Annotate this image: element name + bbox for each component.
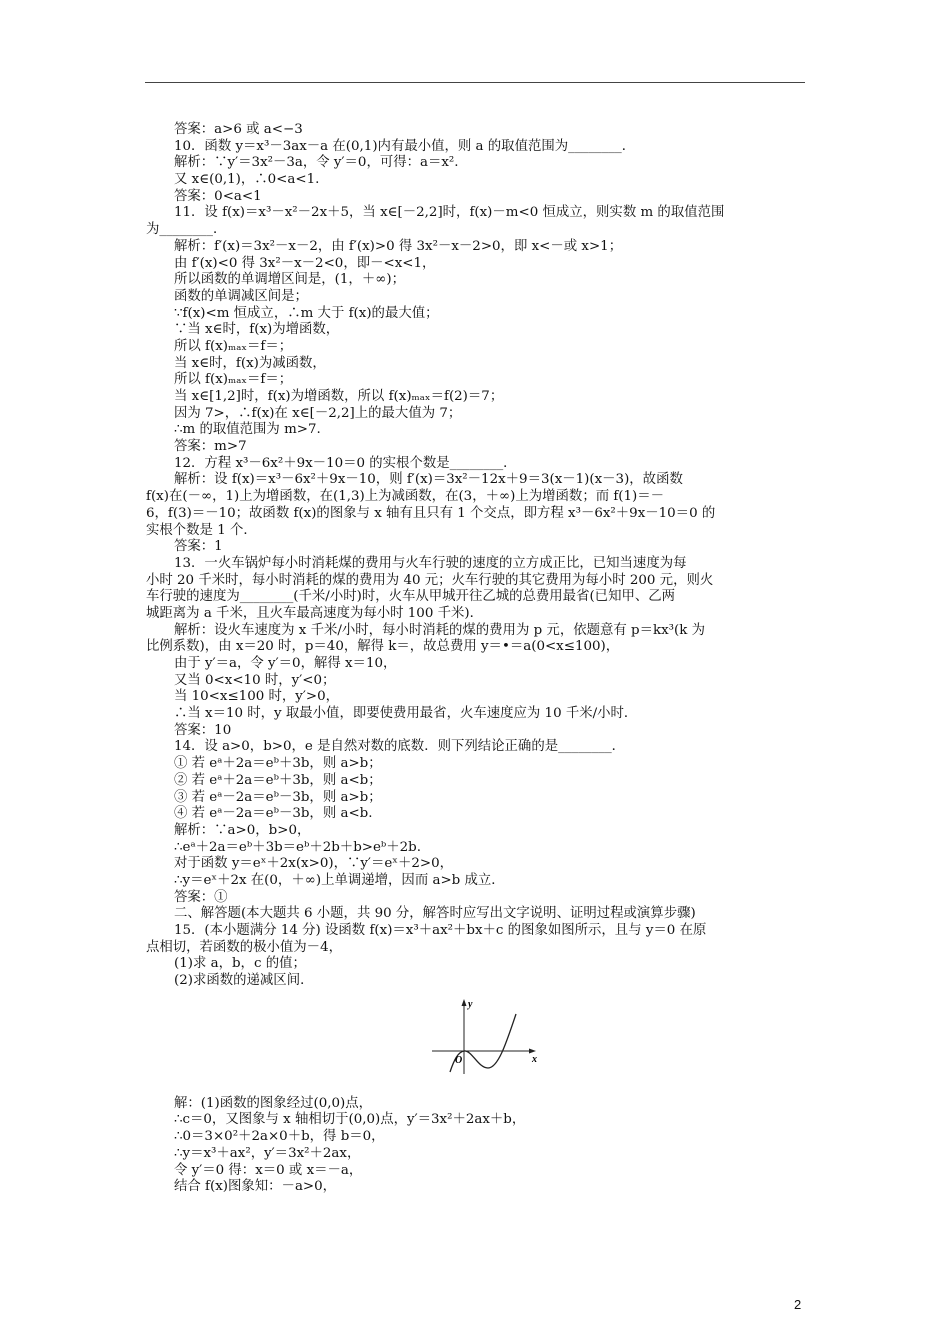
text-line: 又当 0<x<10 时，y′<0； [174,672,336,688]
text-line: 车行驶的速度为________(千米/小时)时，火车从甲城开往乙城的总费用最省(已知甲、乙两 [146,589,676,605]
text-line: ∴m 的取值范围为 m>7. [174,422,321,438]
text-line: 答案：m>7 [174,439,247,455]
text-line: 12．方程 x³－6x²＋9x－10＝0 的实根个数是________． [174,455,517,471]
text-line: 由 f′(x)<0 得 3x²－x－2<0，即－<x<1， [174,255,436,271]
text-line: 10．函数 y＝x³－3ax－a 在(0,1)内有最小值，则 a 的取值范围为________． [174,138,636,154]
text-line: 13．一火车锅炉每小时消耗煤的费用与火车行驶的速度的立方成正比，已知当速度为每 [174,555,687,571]
text-line: 为________． [146,222,227,238]
x-axis-arrow [529,1048,536,1053]
text-line: 6，f(3)＝－10；故函数 f(x)的图象与 x 轴有且只有 1 个交点，即方程 x³－6x²＋9x－10＝0 的 [146,505,716,521]
text-line: 由于 y′＝a，令 y′＝0，解得 x＝10， [174,656,397,671]
text-line: ∴y＝x³＋ax²，y′＝3x²＋2ax， [174,1145,361,1161]
text-line: 15．(本小题满分 14 分) 设函数 f(x)＝x³＋ax²＋bx＋c 的图象如图所示，且与 y＝0 在原 [174,923,707,938]
header-rule [145,82,805,83]
text-line: (1)求 a，b，c 的值； [174,956,306,972]
text-line: ③ 若 eᵃ－2a＝eᵇ－3b，则 a>b； [174,789,382,805]
text-line: 当 x∈时，f(x)为减函数， [174,355,326,371]
text-line: 解析：∵a>0，b>0， [174,822,311,838]
text-line: ④ 若 eᵃ－2a＝eᵇ－3b，则 a<b. [174,806,373,822]
text-line: 当 10<x≤100 时，y′>0， [174,689,340,705]
function-graph-figure [146,994,810,1082]
document-body [146,122,810,1196]
text-line: 解析：f′(x)＝3x²－x－2，由 f′(x)>0 得 3x²－x－2>0，即 x<－或 x>1； [174,238,623,254]
text-line: ∴y＝eˣ＋2x 在(0，＋∞)上单调递增，因而 a>b 成立． [174,872,505,888]
text-line: 令 y′＝0 得：x＝0 或 x＝－a， [174,1162,363,1178]
text-line: 答案：a>6 或 a<−3 [174,122,303,137]
text-block-after-figure [146,1096,810,1196]
text-line: 小时 20 千米时，每小时消耗的煤的费用为 40 元；火车行驶的其它费用为每小时 200 元，则火 [146,572,714,588]
text-line: ∴当 x＝10 时，y 取最小值，即要使费用最省，火车速度应为 10 千米/小时． [174,706,638,722]
text-line: 解：(1)函数的图象经过(0,0)点， [174,1095,373,1111]
text-line: 又 x∈(0,1)，∴0<a<1. [174,172,320,188]
text-line: 结合 f(x)图象知：－a>0， [174,1179,337,1195]
text-line: 实根个数是 1 个． [146,522,257,538]
text-line: 答案：10 [174,722,232,738]
text-line: 所以函数的单调增区间是，(1，＋∞)； [174,272,405,288]
text-line: 11．设 f(x)＝x³－x²－2x＋5，当 x∈[－2,2]时，f(x)－m<0 恒成立，则实数 m 的取值范围 [174,205,725,221]
y-axis-label: y [468,998,473,1010]
text-line: f(x)在(－∞，1)上为增函数，在(1,3)上为减函数，在(3，＋∞)上为增函数；而 f(1)＝－ [146,489,665,505]
text-line: 因为 7>，∴f(x)在 x∈[－2,2]上的最大值为 7； [174,405,462,421]
text-line: ∵当 x∈时，f(x)为增函数， [174,322,340,338]
origin-label: O [455,1054,463,1066]
text-line: 二、解答题(本大题共 6 小题，共 90 分，解答时应写出文字说明、证明过程或演算步骤) [174,906,696,922]
text-block-before-figure [146,122,810,990]
text-line: 答案：0<a<1 [174,188,262,204]
text-line: 城距离为 a 千米，且火车最高速度为每小时 100 千米)． [146,605,483,621]
text-line: ∵f(x)<m 恒成立，∴m 大于 f(x)的最大值； [174,305,439,321]
page-number: 2 [794,1297,802,1312]
text-line: 解析：设火车速度为 x 千米/小时，每小时消耗的煤的费用为 p 元，依题意有 p＝kx³(k 为 [174,622,706,638]
text-line: 14．设 a>0，b>0，e 是自然对数的底数．则下列结论正确的是________． [174,739,626,755]
text-line: 所以 f(x)ₘₐₓ＝f＝； [174,372,293,388]
text-line: 对于函数 y＝eˣ＋2x(x>0)，∵y′＝eˣ＋2>0， [174,856,453,872]
text-line: ② 若 eᵃ＋2a＝eᵇ＋3b，则 a<b； [174,772,382,788]
text-line: 比例系数)，由 x＝20 时，p＝40，解得 k＝，故总费用 y＝•＝a(0<x≤100)， [146,639,620,655]
text-line: (2)求函数的递减区间． [174,973,314,989]
text-line: 答案：1 [174,539,223,555]
cubic-graph [430,994,550,1078]
text-line: 所以 f(x)ₘₐₓ＝f＝； [174,338,293,354]
text-line: 点相切，若函数的极小值为－4， [146,939,342,955]
text-line: 解析：设 f(x)＝x³－6x²＋9x－10，则 f′(x)＝3x²－12x＋9＝3(x－1)(x－3)，故函数 [174,472,683,488]
x-axis-label: x [532,1053,537,1065]
text-line: 答案：① [174,889,228,905]
text-line: 函数的单调减区间是； [174,288,308,304]
text-line: ∴c＝0，又图象与 x 轴相切于(0,0)点，y′＝3x²＋2ax＋b， [174,1112,526,1128]
text-line: ∴eᵃ＋2a＝eᵇ＋3b＝eᵇ＋2b＋b>eᵇ＋2b. [174,839,422,855]
text-line: 解析：∵y′＝3x²－3a，令 y′＝0，可得：a＝x². [174,155,459,171]
y-axis-arrow [462,999,467,1006]
text-line: ∴0＝3×0²＋2a×0＋b，得 b＝0， [174,1129,385,1145]
text-line: 当 x∈[1,2]时，f(x)为增函数，所以 f(x)ₘₐₓ＝f(2)＝7； [174,389,504,404]
text-line: ① 若 eᵃ＋2a＝eᵇ＋3b，则 a>b； [174,756,382,772]
